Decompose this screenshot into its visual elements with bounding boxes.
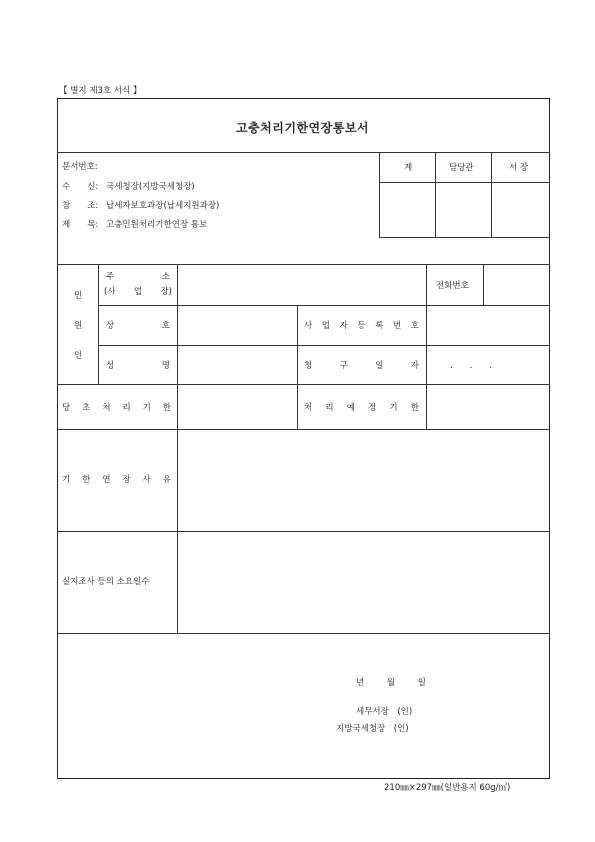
approval-left-border xyxy=(379,152,380,237)
subject-value: 고충민원처리기한연장 통보 xyxy=(106,220,208,230)
business-number-char: 등 xyxy=(357,321,366,331)
via-value: 납세자보호과장(납세지원과장) xyxy=(106,201,220,211)
phone-label-left-border xyxy=(426,264,427,305)
name-label-char: 명 xyxy=(161,361,170,371)
name-label-char: 성 xyxy=(106,361,115,371)
address-label xyxy=(106,273,170,282)
reason-row-bottom xyxy=(57,531,550,532)
doc-number-label: 문서번호: xyxy=(62,162,98,172)
applicant-row-line-1 xyxy=(98,305,550,306)
claim-date-char: 일 xyxy=(375,361,384,371)
issue-date-char: 일 xyxy=(417,678,426,688)
name-label xyxy=(106,362,170,371)
planned-deadline-char: 리 xyxy=(325,403,334,413)
business-number-label xyxy=(304,322,419,331)
header-section-divider xyxy=(57,264,550,265)
approval-header-line xyxy=(379,182,550,183)
deadline-row-bottom xyxy=(57,429,550,430)
original-deadline-char: 한 xyxy=(162,403,171,413)
extension-reason-char: 연 xyxy=(102,475,111,485)
regional-office-head-signature: 지방국세청장 (인) xyxy=(336,724,409,734)
claim-date-char: 구 xyxy=(339,361,348,371)
middle-column-divider xyxy=(297,305,298,429)
extension-reason-char: 기 xyxy=(62,475,71,485)
business-number-char: 사 xyxy=(304,321,313,331)
planned-deadline-char: 예 xyxy=(346,403,355,413)
approval-divider-1 xyxy=(435,152,436,237)
claim-date-label xyxy=(304,362,419,371)
applicant-row-line-2 xyxy=(98,345,550,346)
form-label: 【 별지 제3호 서식 】 xyxy=(59,86,142,96)
original-deadline-label xyxy=(62,404,171,413)
workplace-label-char: 업 xyxy=(133,287,143,297)
applicant-section-bottom xyxy=(57,384,550,385)
label-column-divider xyxy=(177,264,178,429)
planned-deadline-char: 기 xyxy=(389,403,398,413)
extension-reason-label xyxy=(62,476,171,485)
planned-deadline-label xyxy=(304,404,419,413)
business-number-char: 자 xyxy=(339,321,348,331)
original-deadline-char: 당 xyxy=(62,403,71,413)
issue-date-char: 년 xyxy=(356,678,365,688)
recipient-label: 수 신: xyxy=(62,182,99,192)
trade-name-label-char: 상 xyxy=(106,321,115,331)
approval-col-1: 계 xyxy=(404,163,413,173)
extension-reason-char: 유 xyxy=(162,475,171,485)
extension-reason-char: 사 xyxy=(142,475,151,485)
tax-office-head-signature: 세무서장 (인) xyxy=(356,707,413,717)
business-number-char: 호 xyxy=(410,321,419,331)
claim-date-char: 자 xyxy=(410,361,419,371)
approval-bottom-line xyxy=(379,237,550,238)
issue-date xyxy=(356,679,426,688)
workplace-label-char: (사 xyxy=(104,287,116,297)
planned-deadline-char: 한 xyxy=(410,403,419,413)
planned-deadline-char: 정 xyxy=(368,403,377,413)
approval-col-2: 담당관 xyxy=(449,163,474,173)
phone-label: 전화번호 xyxy=(436,281,469,291)
extension-reason-char: 장 xyxy=(122,475,131,485)
original-deadline-char: 초 xyxy=(82,403,91,413)
original-deadline-char: 기 xyxy=(142,403,151,413)
extension-reason-char: 한 xyxy=(82,475,91,485)
via-label: 참 조: xyxy=(62,201,99,211)
approval-divider-2 xyxy=(491,152,492,237)
right-label-divider xyxy=(426,305,427,429)
applicant-group-char-1: 민 xyxy=(74,291,83,301)
applicant-group-char-2: 원 xyxy=(74,321,83,331)
title-divider xyxy=(57,152,550,153)
planned-deadline-char: 처 xyxy=(304,403,313,413)
business-number-char: 업 xyxy=(321,321,331,331)
paper-spec: 210㎜×297㎜(일반용지 60g/㎡) xyxy=(384,783,511,793)
form-title: 고충처리기한연장통보서 xyxy=(236,121,370,135)
original-deadline-char: 처 xyxy=(102,403,111,413)
applicant-group-divider xyxy=(98,264,99,384)
original-deadline-char: 리 xyxy=(122,403,131,413)
subject-label: 제 목: xyxy=(62,220,99,230)
trade-name-label-char: 호 xyxy=(161,321,170,331)
approval-col-3: 서 장 xyxy=(509,163,529,173)
business-number-char: 번 xyxy=(392,321,402,331)
business-number-char: 록 xyxy=(375,321,384,331)
address-label-char: 주 xyxy=(106,272,115,282)
workplace-label-char: 장) xyxy=(160,287,172,297)
claim-date-value: . . . xyxy=(450,361,493,371)
survey-row-bottom xyxy=(57,633,550,634)
recipient-value: 국세청장(지방국세청장) xyxy=(106,182,195,192)
claim-date-char: 청 xyxy=(304,361,313,371)
trade-name-label xyxy=(106,322,170,331)
issue-date-char: 월 xyxy=(386,678,396,688)
applicant-group-char-3: 인 xyxy=(74,351,83,361)
workplace-label xyxy=(104,288,172,297)
address-label-char: 소 xyxy=(161,272,170,282)
survey-days-label: 실지조사 등의 소요일수 xyxy=(62,577,150,587)
phone-label-right-border xyxy=(483,264,484,305)
